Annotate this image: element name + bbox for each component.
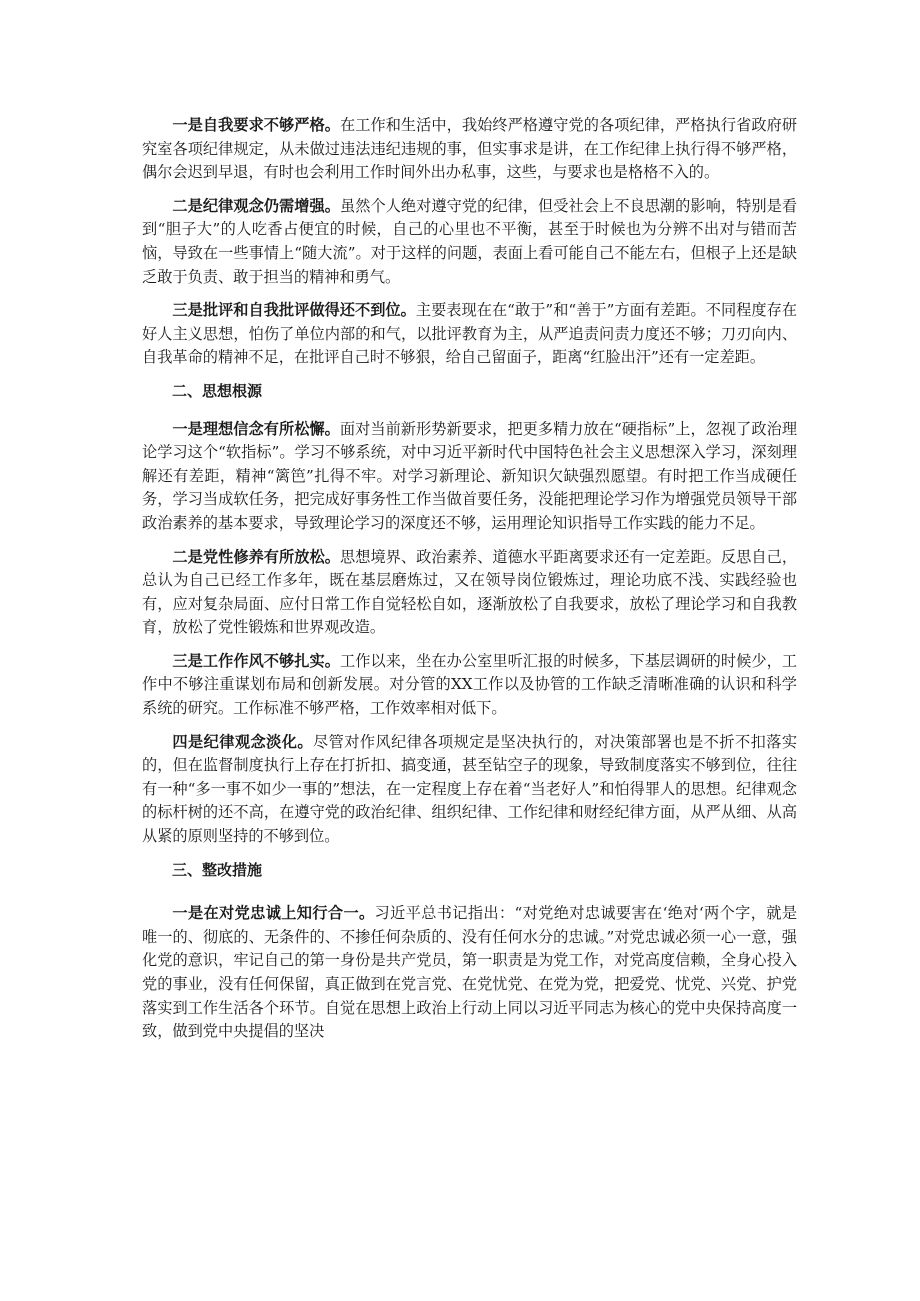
paragraph-text: 面对当前新形势新要求，把更多精力放在“硬指标”上，忽视了政治理论学习这个“软指标”。学习不够系统，对中习近平新时代中国特色社会主义思想深入学习，深刻理解还有差距，精神“篱笆”扎得不牢。对学习新理论、新知识欠缺强烈愿望。有时把工作当成硬任务，学习当成软任务，把完成好事务性工作当做首要任务，没能把理论学习作为增强党员领导干部政治素养的基本要求，导致理论学习的深度还不够，运用理论知识指导工作实践的能力不足。	[142, 419, 798, 532]
paragraph-text: 虽然个人绝对遵守党的纪律，但受社会上不良思潮的影响，特别是看到“胆子大”的人吃香占便宜的时候，自己的心里也不平衡，甚至于时候也为分辨不出对与错而苦恼，导致在一些事情上“随大流”。对于这样的问题，表面上看可能自己不能左右，但根子上还是缺乏敢于负责、敢于担当的精神和勇气。	[142, 196, 798, 286]
section-heading-rectification: 三、整改措施	[172, 860, 263, 879]
paragraph-lead: 二是党性修养有所放松。	[172, 547, 340, 566]
section-heading-ideological-roots: 二、思想根源	[172, 381, 263, 400]
paragraph-party-cultivation	[142, 546, 797, 640]
paragraph-lead: 一是理想信念有所松懈。	[172, 419, 340, 438]
paragraph-criticism	[142, 299, 797, 370]
paragraph-text: 主要表现在在“敢于”和“善于”方面有差距。不同程度存在好人主义思想，怕伤了单位内部的和气，以批评教育为主，从严追责问责力度还不够；刀刃向内、自我革命的精神不足，在批评自己时不够狠，给自己留面子，距离“红脸出汗”还有一定差距。	[142, 301, 798, 367]
paragraph-lead: 三是批评和自我批评做得还不到位。	[172, 301, 416, 320]
document-body	[142, 114, 797, 1054]
paragraph-ideals-belief	[142, 418, 797, 536]
paragraph-work-style	[142, 650, 797, 721]
paragraph-lead: 三是工作作风不够扎实。	[172, 651, 340, 670]
paragraph-text: 思想境界、政治素养、道德水平距离要求还有一定差距。反思自己，总认为自己已经工作多年，既在基层磨炼过，又在领导岗位锻炼过，理论功底不浅、实践经验也有，应对复杂局面、应付日常工作自觉轻松自如，逐渐放松了自我要求，放松了理论学习和自我教育，放松了党性锻炼和世界观改造。	[142, 547, 798, 637]
paragraph-self-requirement	[142, 114, 797, 185]
paragraph-lead: 一是在对党忠诚上知行合一。	[172, 904, 375, 923]
paragraph-text: 工作以来，坐在办公室里听汇报的时候多，下基层调研的时候少，工作中不够注重谋划布局和创新发展。对分管的XX工作以及协管的工作缺乏清晰准确的认识和科学系统的研究。工作标准不够严格，工作效率相对低下。	[142, 651, 798, 718]
paragraph-loyalty	[142, 902, 797, 1044]
paragraph-text: 在工作和生活中，我始终严格遵守党的各项纪律，严格执行省政府研究室各项纪律规定，从未做过违法违纪违规的事，但实事求是讲，在工作纪律上执行得不够严格，偶尔会迟到早退，有时也会利用工作时间外出办私事，这些，与要求也是格格不入的。	[142, 116, 798, 182]
paragraph-text: 习近平总书记指出：“对党绝对忠诚要害在‘绝对‘两个字，就是唯一的、彻底的、无条件的、不掺任何杂质的、没有任何水分的忠诚。”对党忠诚必须一心一意，强化党的意识，牢记自己的第一身份是共产党员，第一职责是为党工作，对党高度信赖，全身心投入党的事业，没有任何保留，真正做到在党言党、在党忧党、在党为党，把爱党、忧党、兴党、护党落实到工作生活各个环节。自觉在思想上政治上行动上同以习近平同志为核心的党中央保持高度一致，做到党中央提倡的坚决	[142, 904, 798, 1041]
paragraph-text: 尽管对作风纪律各项规定是坚决执行的，对决策部署也是不折不扣落实的，但在监督制度执行上存在打折扣、搞变通，甚至钻空子的现象，导致制度落实不够到位，往往有一种“多一事不如少一事的”想法，在一定程度上存在着“当老好人”和怕得罪人的思想。纪律观念的标杆树的还不高，在遵守党的政治纪律、组织纪律、工作纪律和财经纪律方面，从严从细、从高从紧的原则坚持的不够到位。	[142, 732, 798, 846]
paragraph-discipline-weakened	[142, 731, 797, 849]
paragraph-lead: 二是纪律观念仍需增强。	[172, 196, 340, 215]
paragraph-lead: 一是自我要求不够严格。	[172, 116, 340, 134]
paragraph-discipline-awareness	[142, 195, 797, 289]
paragraph-lead: 四是纪律观念淡化。	[172, 732, 314, 751]
